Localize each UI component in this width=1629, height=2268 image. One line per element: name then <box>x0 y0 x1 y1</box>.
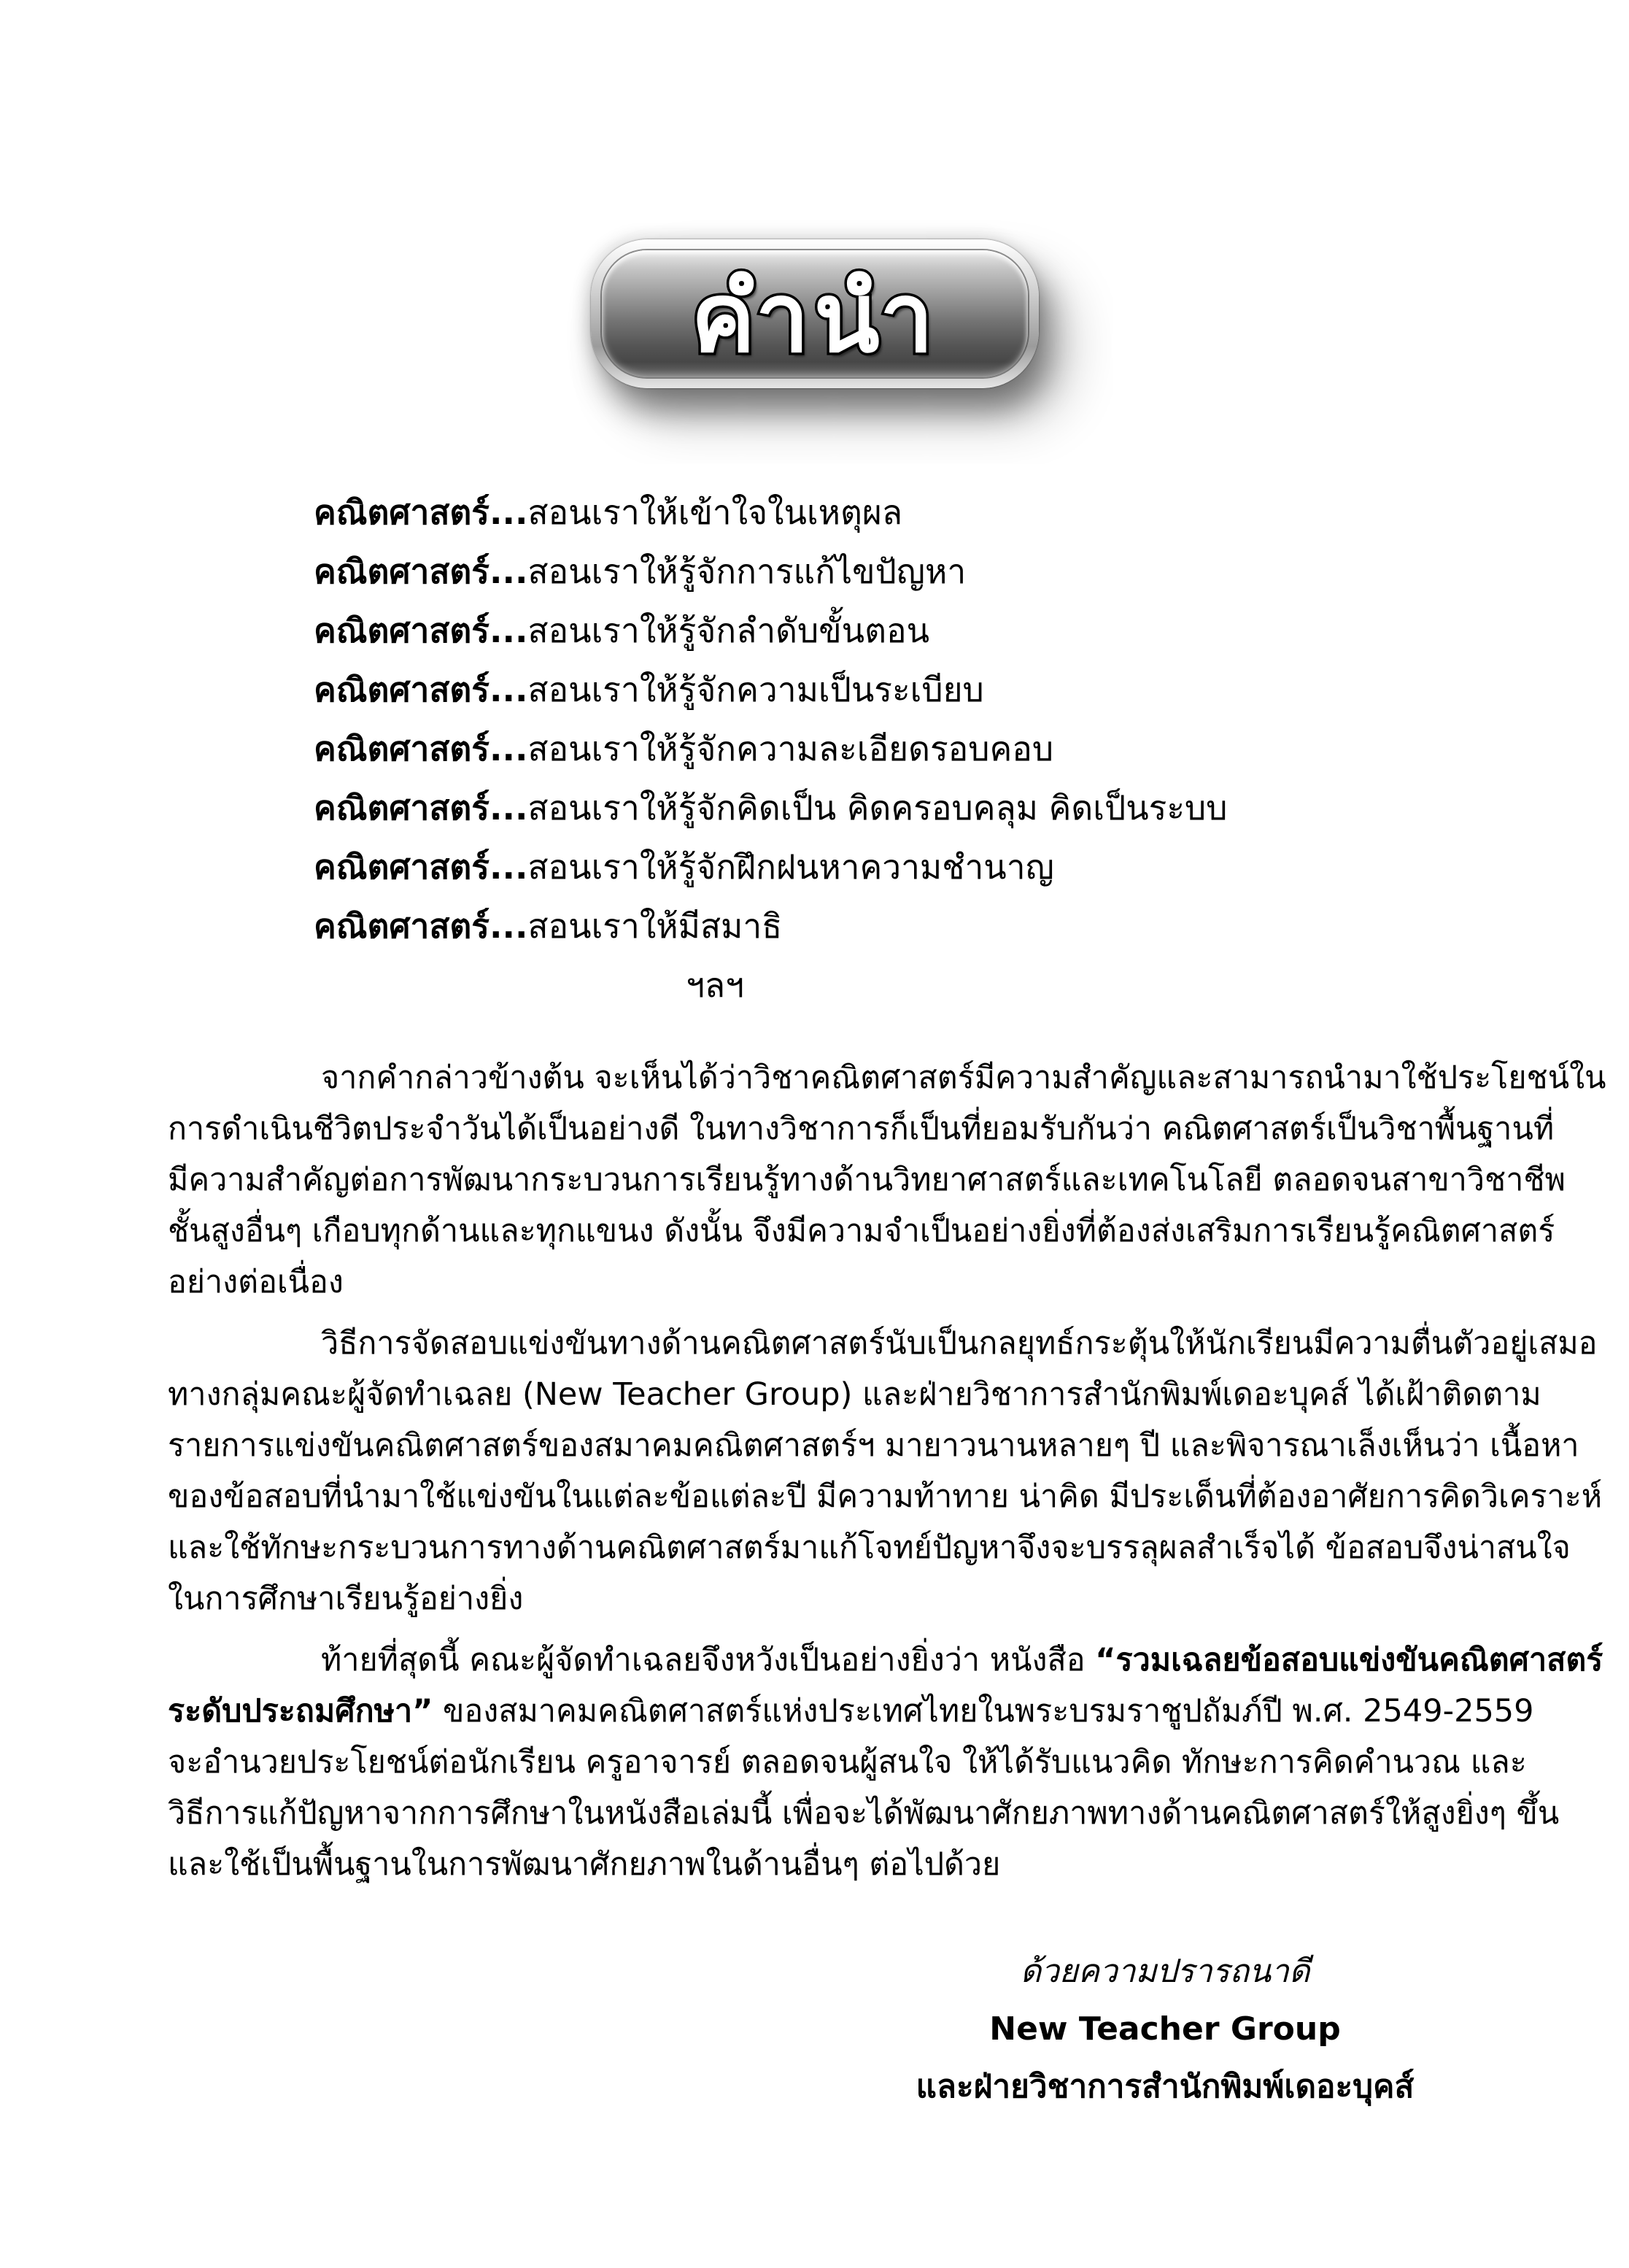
page-title: คำนำ <box>691 262 938 374</box>
paragraph-line <box>168 1686 1534 1737</box>
book-title-bold: ระดับประถมศึกษา” <box>168 1693 433 1729</box>
quote-text: สอนเราให้รู้จักความละเอียดรอบคอบ <box>527 729 1054 768</box>
paragraph-line: ชั้นสูงอื่นๆ เกือบทุกด้านและทุกแขนง ดังนั้น จึงมีความจำเป็นอย่างยิ่งที่ต้องส่งเสริมการเรียนรู้คณิตศาสตร์ <box>168 1213 1555 1249</box>
paragraph-line: วิธีการแก้ปัญหาจากการศึกษาในหนังสือเล่มนี้ เพื่อจะได้พัฒนาศักยภาพทางด้านคณิตศาสตร์ให้สูงยิ่งๆ ขึ้น <box>168 1795 1560 1832</box>
quote-prefix: คณิตศาสตร์... <box>314 552 528 591</box>
paragraph-text-regular: ของสมาคมคณิตศาสตร์แห่งประเทศไทยในพระบรมราชูปถัมภ์ปี พ.ศ. 2549-2559 <box>433 1693 1534 1729</box>
paragraph-line: ของข้อสอบที่นำมาใช้แข่งขันในแต่ละข้อแต่ละปี มีความท้าทาย น่าคิด มีประเด็นที่ต้องอาศัยการคิดวิเคราะห์ <box>168 1478 1603 1515</box>
quote-text: สอนเราให้รู้จักฝึกฝนหาความชำนาญ <box>527 847 1054 887</box>
paragraph-line: มีความสำคัญต่อการพัฒนากระบวนการเรียนรู้ทางด้านวิทยาศาสตร์และเทคโนโลยี ตลอดจนสาขาวิชาชีพ <box>168 1162 1566 1198</box>
signature-closing: ด้วยความปรารถนาดี <box>1020 1953 1310 1990</box>
quote-text: สอนเราให้รู้จักความเป็นระเบียบ <box>527 670 984 709</box>
title-badge-panel <box>602 250 1028 377</box>
signature-group-name: New Teacher Group <box>989 2010 1341 2048</box>
quote-text: สอนเราให้รู้จักคิดเป็น คิดครอบคลุม คิดเป็นระบบ <box>527 788 1228 828</box>
title-badge <box>591 239 1039 388</box>
quote-prefix: คณิตศาสตร์... <box>314 611 528 650</box>
signature-department: และฝ่ายวิชาการสำนักพิมพ์เดอะบุคส์ <box>916 2068 1415 2105</box>
math-quote-list <box>314 483 1335 1015</box>
quote-item <box>314 660 1335 720</box>
paragraph-line: ทางกลุ่มคณะผู้จัดทำเฉลย (New Teacher Group) และฝ่ายวิชาการสำนักพิมพ์เดอะบุคส์ ได้เฝ้าติดตาม <box>168 1376 1541 1413</box>
paragraph-line: วิธีการจัดสอบแข่งขันทางด้านคณิตศาสตร์นับเป็นกลยุทธ์กระตุ้นให้นักเรียนมีความตื่นตัวอยู่เสมอ <box>321 1325 1598 1362</box>
quote-prefix: คณิตศาสตร์... <box>314 493 528 532</box>
quote-item <box>314 838 1335 897</box>
paragraph-line: อย่างต่อเนื่อง <box>168 1264 344 1300</box>
paragraph-line <box>168 1635 1603 1686</box>
paragraph-2 <box>168 1318 1603 1624</box>
quote-item <box>314 542 1335 601</box>
quote-prefix: คณิตศาสตร์... <box>314 847 528 887</box>
paragraph-text-regular: ท้ายที่สุดนี้ คณะผู้จัดทำเฉลยจึงหวังเป็นอย่างยิ่งว่า หนังสือ <box>321 1642 1096 1678</box>
quote-prefix: คณิตศาสตร์... <box>314 729 528 768</box>
paragraph-1 <box>168 1052 1606 1308</box>
quote-item <box>314 720 1335 779</box>
quote-item <box>314 779 1335 838</box>
paragraph-line: และใช้ทักษะกระบวนการทางด้านคณิตศาสตร์มาแก้โจทย์ปัญหาจึงจะบรรลุผลสำเร็จได้ ข้อสอบจึงน่าสนใจ <box>168 1530 1571 1566</box>
book-title-bold: “รวมเฉลยข้อสอบแข่งขันคณิตศาสตร์ <box>1095 1642 1603 1678</box>
quote-text: สอนเราให้รู้จักการแก้ไขปัญหา <box>527 552 967 591</box>
quote-text: สอนเราให้มีสมาธิ <box>527 906 783 946</box>
paragraph-line: จะอำนวยประโยชน์ต่อนักเรียน ครูอาจารย์ ตลอดจนผู้สนใจ ให้ได้รับแนวคิด ทักษะการคิดคำนวณ และ <box>168 1744 1527 1781</box>
paragraph-3 <box>168 1635 1603 1890</box>
paragraph-line: จากคำกล่าวข้างต้น จะเห็นได้ว่าวิชาคณิตศาสตร์มีความสำคัญและสามารถนำมาใช้ประโยชน์ใน <box>321 1060 1606 1096</box>
quote-text: สอนเราให้รู้จักลำดับขั้นตอน <box>527 611 930 650</box>
quote-item <box>314 483 1335 542</box>
quote-text: สอนเราให้เข้าใจในเหตุผล <box>527 493 903 532</box>
body-text <box>168 1052 1606 1900</box>
signature-block <box>891 1943 1439 2115</box>
paragraph-line: ในการศึกษาเรียนรู้อย่างยิ่ง <box>168 1581 524 1617</box>
quote-item <box>314 897 1335 956</box>
quote-prefix: คณิตศาสตร์... <box>314 670 528 709</box>
quote-prefix: คณิตศาสตร์... <box>314 788 528 828</box>
paragraph-line: การดำเนินชีวิตประจำวันได้เป็นอย่างดี ในทางวิชาการก็เป็นที่ยอมรับกันว่า คณิตศาสตร์เป็นวิชาพื้นฐานที่ <box>168 1111 1555 1147</box>
etcetera-mark: ฯลฯ <box>686 965 744 1005</box>
paragraph-line: รายการแข่งขันคณิตศาสตร์ของสมาคมคณิตศาสตร์ฯ มายาวนานหลายๆ ปี และพิจารณาเล็งเห็นว่า เนื้อหา <box>168 1427 1579 1464</box>
paragraph-line: และใช้เป็นพื้นฐานในการพัฒนาศักยภาพในด้านอื่นๆ ต่อไปด้วย <box>168 1846 1001 1883</box>
quote-prefix: คณิตศาสตร์... <box>314 906 528 946</box>
quote-item <box>314 601 1335 660</box>
